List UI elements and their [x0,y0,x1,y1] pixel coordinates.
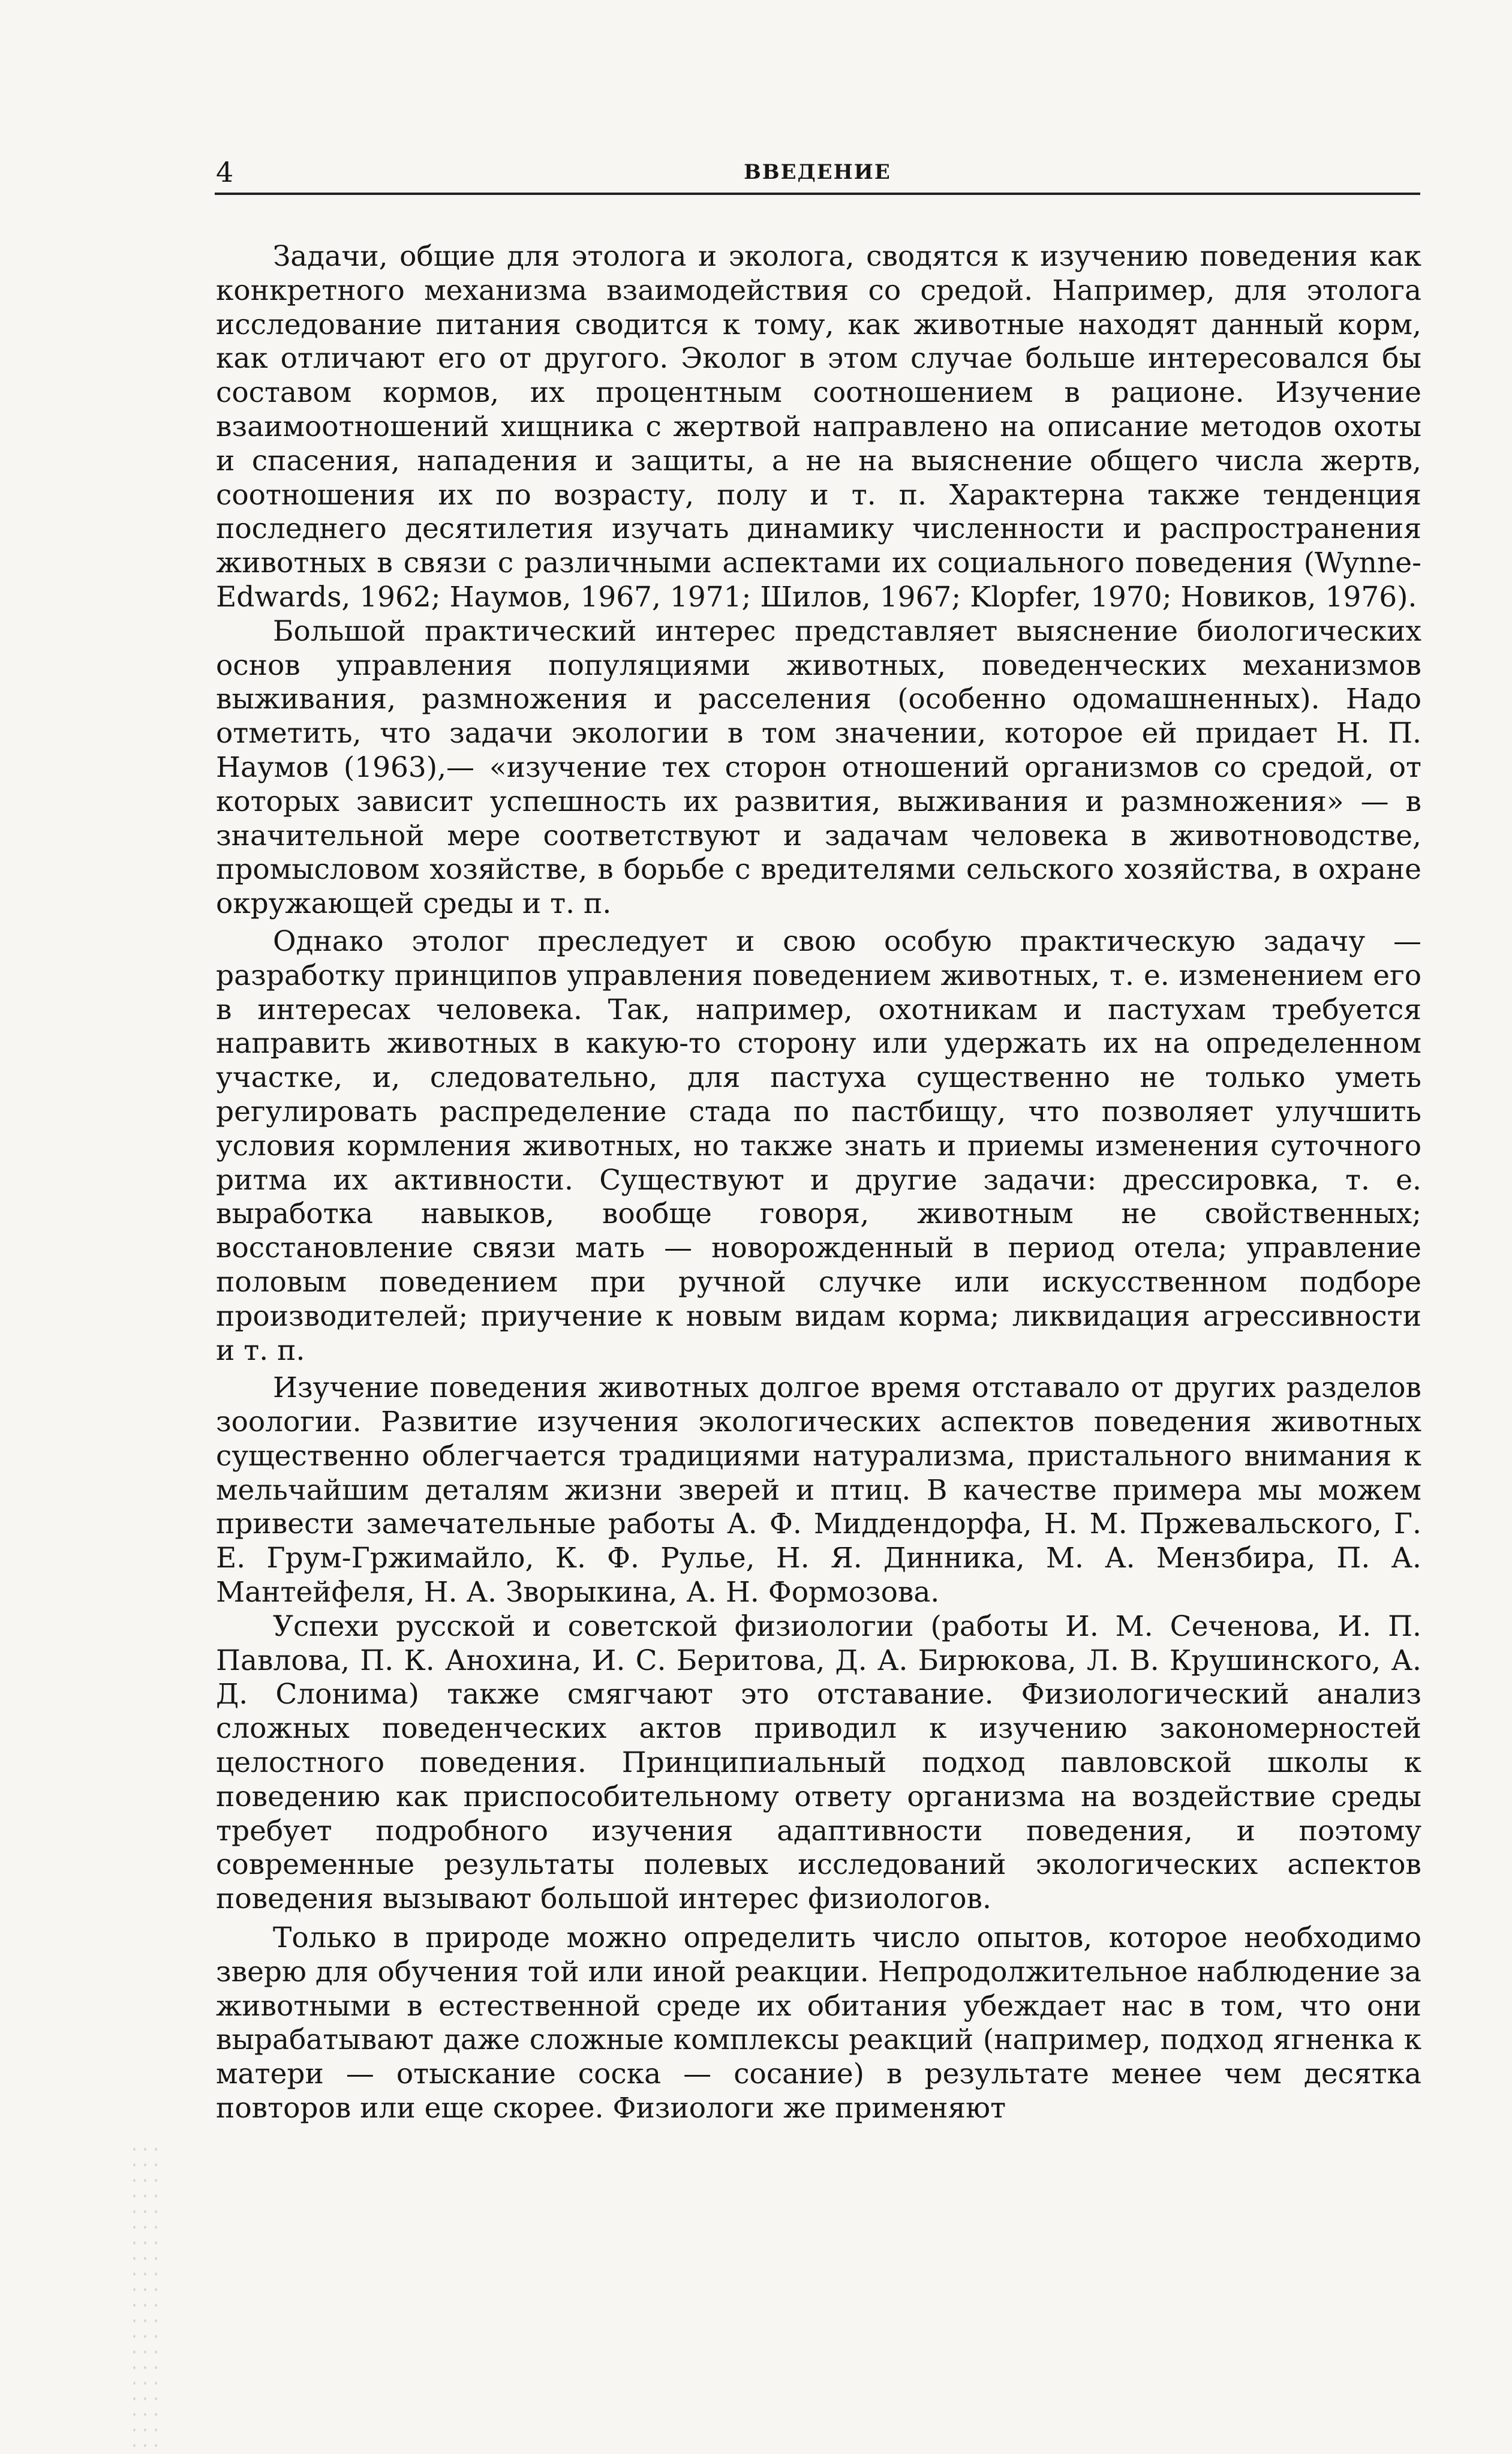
paragraph: Изучение поведения животных долгое время отставало от других разделов зоологии. Развитие изучения экологических аспектов поведения животных существенно облегчается традициями натурализма, пристального внимания к мельчайшим деталям жизни зверей и птиц. В качестве примера мы можем привести замечательные работы А. Ф. Миддендорфа, Н. М. Пржевальского, Г. Е. Грум-Гржимайло, К. Ф. Рулье, Н. Я. Динника, М. А. Мензбира, П. А. Мантейфеля, Н. А. Зворыкина, А. Н. Формозова. [216,1371,1421,1609]
page-number: 4 [216,156,234,188]
page-header [215,153,1420,195]
paragraph: Однако этолог преследует и свою особую практическую задачу — разработку принципов управления поведением животных, т. е. изменением его в интересах человека. Так, например, охотникам и пастухам требуется направить животных в какую-то сторону или удержать их на определенном участке, и, следовательно, для пастуха существенно не только уметь регулировать распределение стада по пастбищу, что позволяет улучшить условия кормления животных, но также знать и приемы изменения суточного ритма их активности. Существуют и другие задачи: дрессировка, т. е. выработка навыков, вообще говоря, животным не свойственных; восстановление связи мать — новорожденный в период отела; управление половым поведением при ручной случке или искусственном подборе производителей; приучение к новым видам корма; ликвидация агрессивности и т. п. [216,924,1421,1367]
page-edge-specks [129,2141,165,2453]
paragraph: Задачи, общие для этолога и эколога, сводятся к изучению поведения как конкретного механизма взаимодействия со средой. Например, для этолога исследование питания сводится к тому, как животные находят данный корм, как отличают его от другого. Эколог в этом случае больше интересовался бы составом кормов, их процентным соотношением в рационе. Изучение взаимоотношений хищника с жертвой направлено на описание методов охоты и спасения, нападения и защиты, а не на выяснение общего числа жертв, соотношения их по возрасту, полу и т. п. Характерна также тенденция последнего десятилетия изучать динамику численности и распространения животных в связи с различными аспектами их социального поведения (Wynne-Edwards, 1962; Наумов, 1967, 1971; Шилов, 1967; Klopfer, 1970; Новиков, 1976). [216,240,1421,614]
paragraph: Успехи русской и советской физиологии (работы И. М. Сеченова, И. П. Павлова, П. К. Анохина, И. С. Беритова, Д. А. Бирюкова, Л. В. Крушинского, А. Д. Слонима) также смягчают это отставание. Физиологический анализ сложных поведенческих актов приводил к изучению закономерностей целостного поведения. Принципиальный подход павловской школы к поведению как приспособительному ответу организма на воздействие среды требует подробного изучения адаптивности поведения, и поэтому современные результаты полевых исследований экологических аспектов поведения вызывают большой интерес физиологов. [216,1609,1421,1916]
body-text [216,240,1421,2126]
running-title: ВВЕДЕНИЕ [744,160,891,184]
paragraph: Только в природе можно определить число опытов, которое необходимо зверю для обучения той или иной реакции. Непродолжительное наблюдение за животными в естественной среде их обитания убеждает нас в том, что они вырабатывают даже сложные комплексы реакций (например, подход ягненка к матери — отыскание соска — сосание) в результате менее чем десятка повторов или еще скорее. Физиологи же применяют [216,1921,1421,2125]
paragraph: Большой практический интерес представляет выяснение биологических основ управления популяциями животных, поведенческих механизмов выживания, размножения и расселения (особенно одомашненных). Надо отметить, что задачи экологии в том значении, которое ей придает Н. П. Наумов (1963),— «изучение тех сторон отношений организмов со средой, от которых зависит успешность их развития, выживания и размножения» — в значительной мере соответствуют и задачам человека в животноводстве, промысловом хозяйстве, в борьбе с вредителями сельского хозяйства, в охране окружающей среды и т. п. [216,614,1421,921]
